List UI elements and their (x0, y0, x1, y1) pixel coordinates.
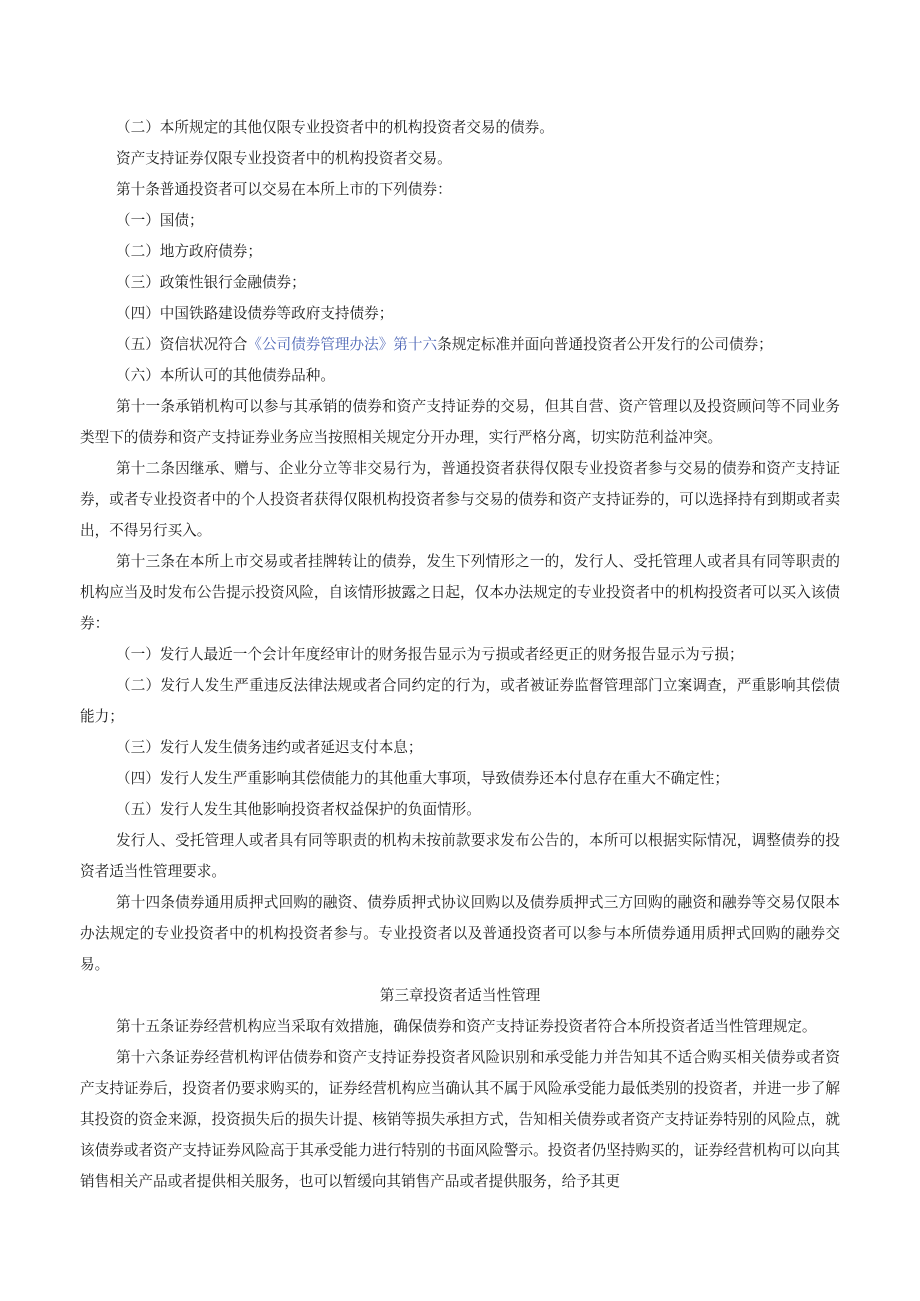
chapter-heading: 第三章投资者适当性管理 (379, 987, 541, 1004)
paragraph-1: （二）本所规定的其他仅限专业投资者中的机构投资者交易的债券。 (116, 119, 554, 136)
list-item-3: （三）政策性银行金融债券； (116, 274, 306, 291)
article-10: 第十条普通投资者可以交易在本所上市的下列债券： (116, 181, 452, 198)
article-14: 第十四条债券通用质押式回购的融资、债券质押式协议回购以及债券质押式三方回购的融资和融券等交易仅限本办法规定的专业投资者中的机构投资者参与。专业投资者以及普通投资者可以参与本所债券通用质押式回购的融券交易。 (80, 894, 840, 973)
article-13-item-5: （五）发行人发生其他影响投资者权益保护的负面情形。 (116, 801, 481, 818)
article-13-item-1: （一）发行人最近一个会计年度经审计的财务报告显示为亏损或者经更正的财务报告显示为亏损； (116, 646, 744, 663)
list-item-2: （二）地方政府债券； (116, 243, 262, 260)
article-13-item-4: （四）发行人发生严重影响其偿债能力的其他重大事项，导致债券还本付息存在重大不确定性； (116, 770, 729, 787)
list-item-5 (80, 329, 840, 360)
paragraph-2: 资产支持证券仅限专业投资者中的机构投资者交易。 (116, 150, 452, 167)
list-item-5-before: （五）资信状况符合 (116, 336, 248, 353)
regulation-link[interactable]: 《公司债券管理办法》第十六 (247, 336, 438, 353)
list-item-6: （六）本所认可的其他债券品种。 (116, 367, 335, 384)
article-13-note: 发行人、受托管理人或者具有同等职责的机构未按前款要求发布公告的，本所可以根据实际情况，调整债券的投资者适当性管理要求。 (80, 832, 840, 880)
list-item-1: （一）国债； (116, 212, 204, 229)
article-15: 第十五条证券经营机构应当采取有效措施，确保债券和资产支持证券投资者符合本所投资者适当性管理规定。 (116, 1018, 817, 1035)
list-item-5-after: 条规定标准并面向普通投资者公开发行的公司债券； (437, 336, 773, 353)
article-11: 第十一条承销机构可以参与其承销的债券和资产支持证券的交易，但其自营、资产管理以及投资顾问等不同业务类型下的债券和资产支持证券业务应当按照相关规定分开办理，实行严格分离，切实防范利益冲突。 (80, 398, 840, 446)
article-13-item-2: （二）发行人发生严重违反法律法规或者合同约定的行为，或者被证券监督管理部门立案调查，严重影响其偿债能力； (80, 677, 840, 725)
document-page (80, 112, 840, 1197)
list-item-4: （四）中国铁路建设债券等政府支持债券； (116, 305, 394, 322)
article-12: 第十二条因继承、赠与、企业分立等非交易行为，普通投资者获得仅限专业投资者参与交易的债券和资产支持证券，或者专业投资者中的个人投资者获得仅限机构投资者参与交易的债券和资产支持证券的，可以选择持有到期或者卖出，不得另行买入。 (80, 460, 840, 539)
article-13: 第十三条在本所上市交易或者挂牌转让的债券，发生下列情形之一的，发行人、受托管理人或者具有同等职责的机构应当及时发布公告提示投资风险，自该情形披露之日起，仅本办法规定的专业投资者中的机构投资者可以买入该债券： (80, 553, 840, 632)
article-13-item-3: （三）发行人发生债务违约或者延迟支付本息； (116, 739, 423, 756)
article-16: 第十六条证券经营机构评估债券和资产支持证券投资者风险识别和承受能力并告知其不适合购买相关债券或者资产支持证券后，投资者仍要求购买的，证券经营机构应当确认其不属于风险承受能力最低类别的投资者，并进一步了解其投资的资金来源，投资损失后的损失计提、核销等损失承担方式，告知相关债券或者资产支持证券特别的风险点，就该债券或者资产支持证券风险高于其承受能力进行特别的书面风险警示。投资者仍坚持购买的，证券经营机构可以向其销售相关产品或者提供相关服务，也可以暂缓向其销售产品或者提供服务，给予其更 (80, 1049, 840, 1190)
